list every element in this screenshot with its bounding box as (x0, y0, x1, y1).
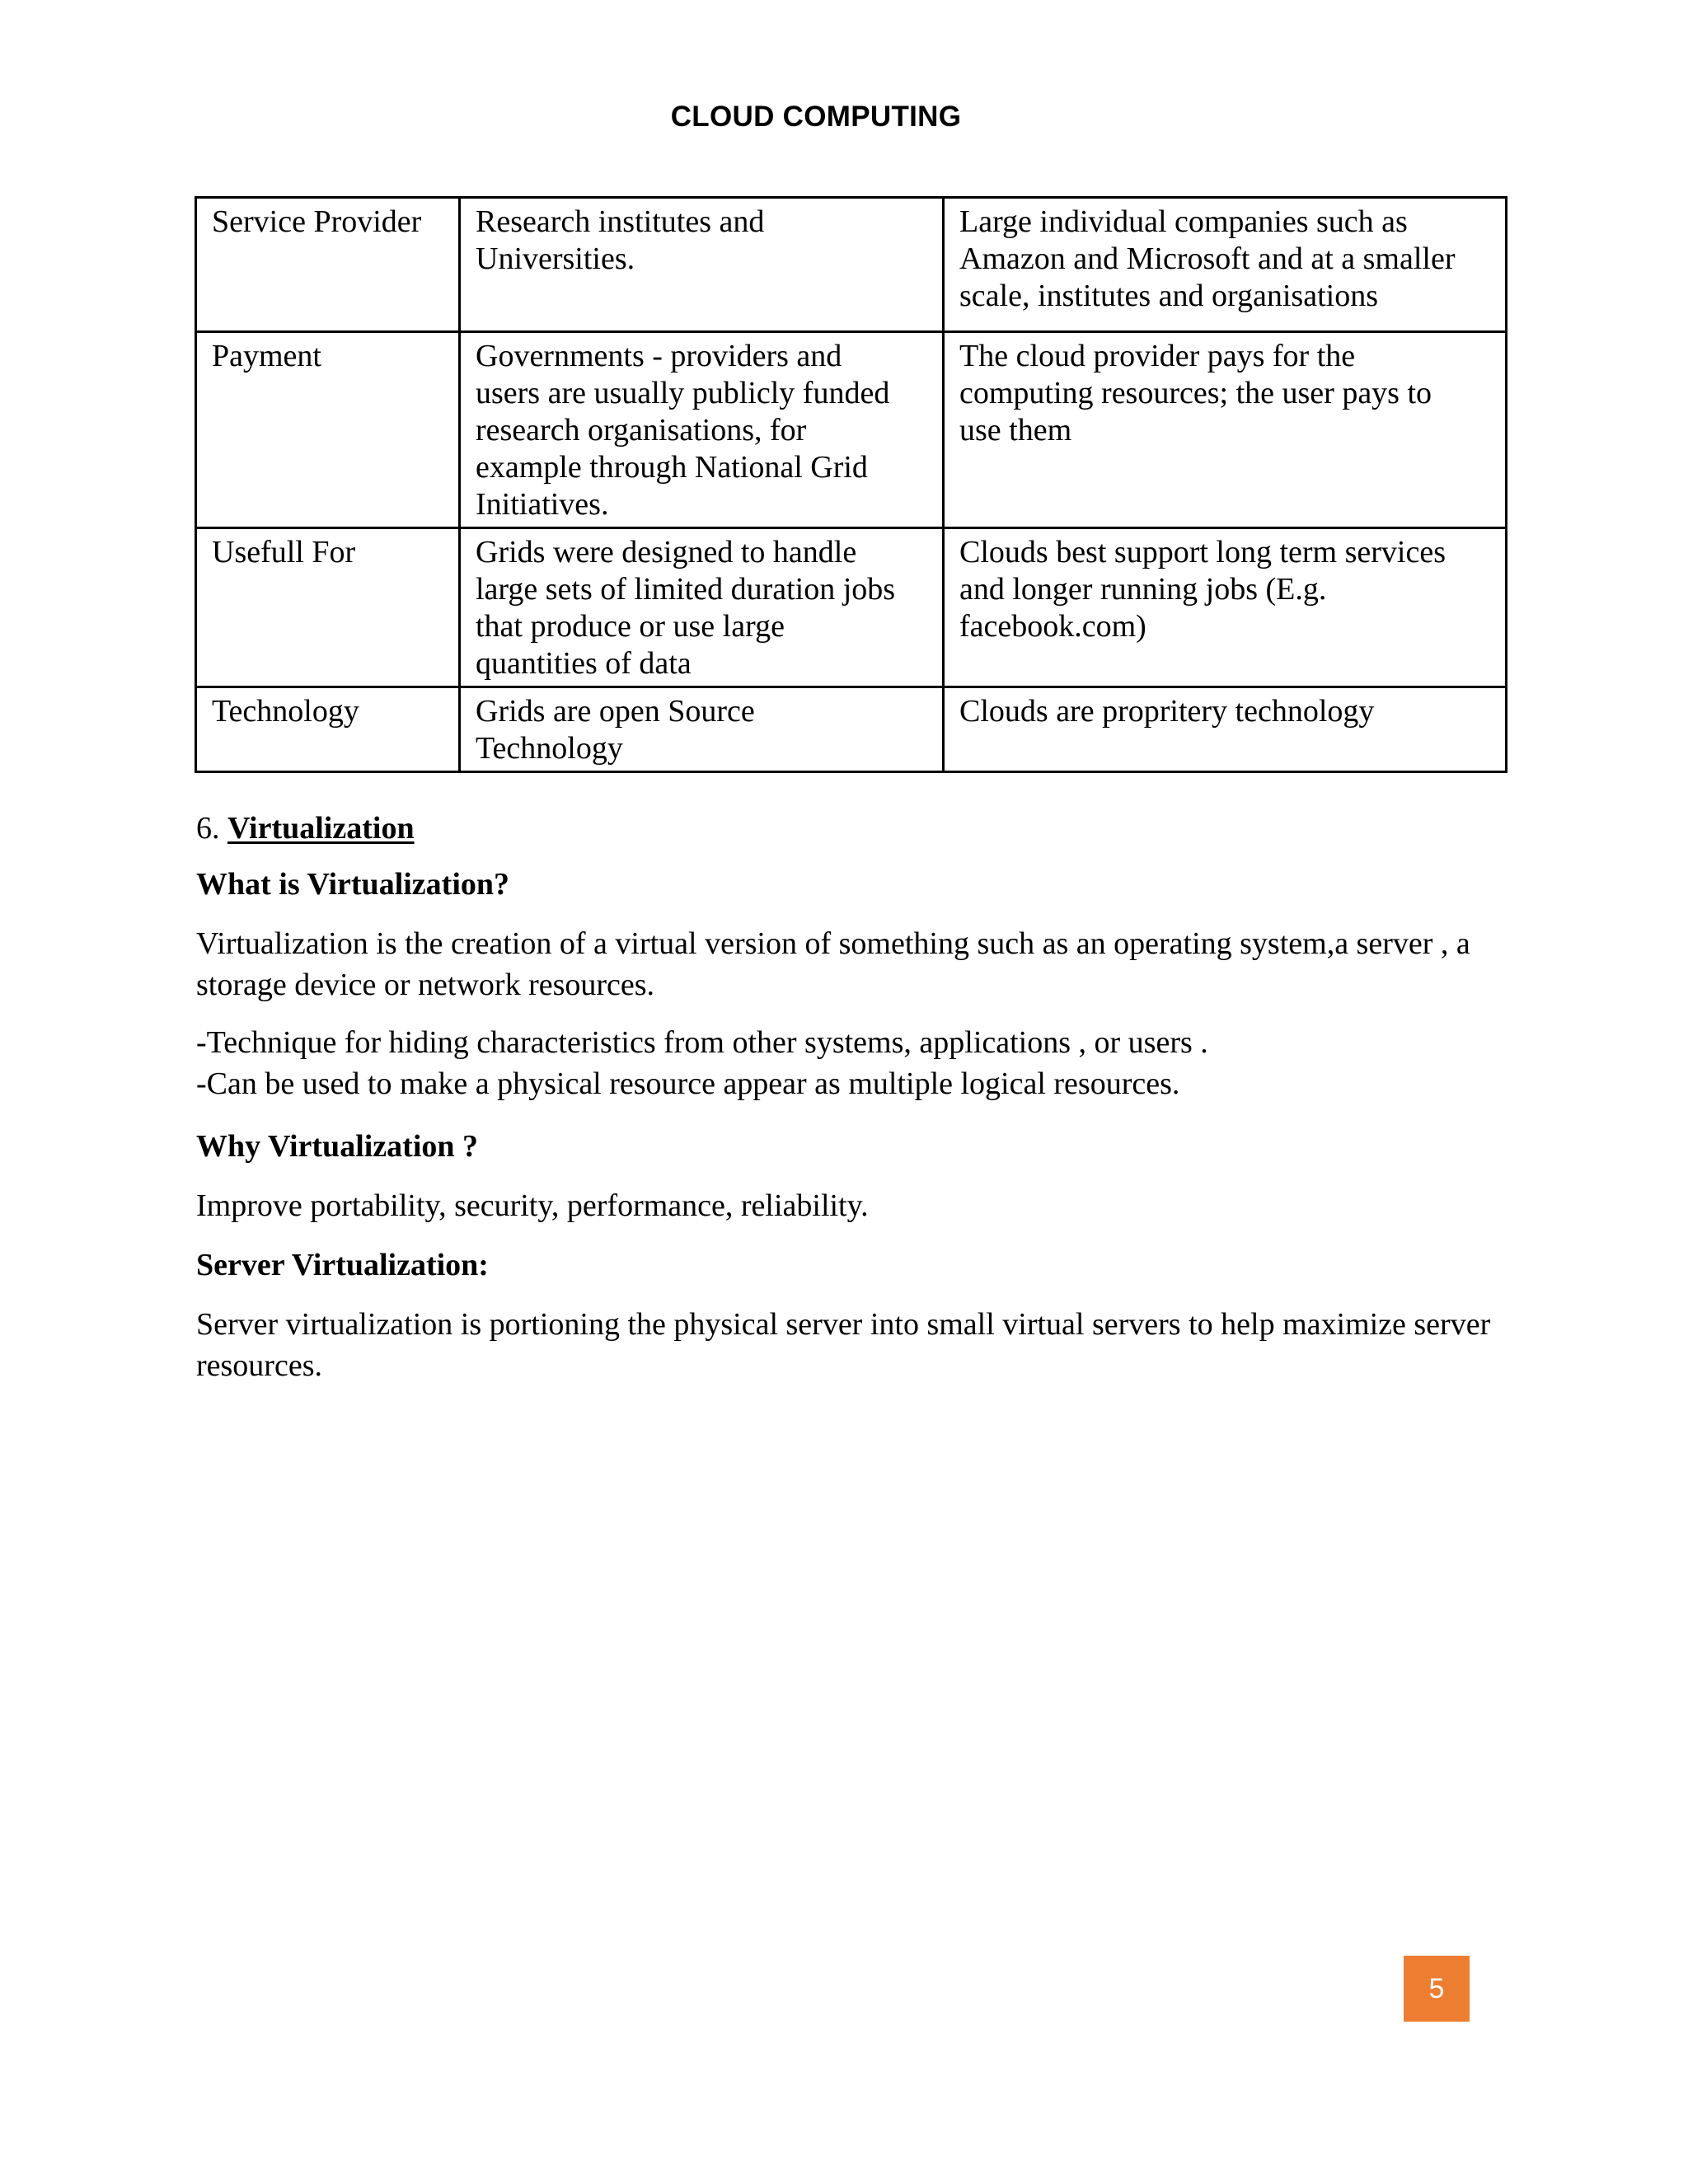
section-heading (196, 806, 1515, 851)
server-virtualization-heading: Server Virtualization: (196, 1248, 489, 1282)
question-why: Why Virtualization ? (196, 1129, 479, 1164)
page-number-badge: 5 (1404, 1956, 1470, 2022)
question-what-is: What is Virtualization? (196, 867, 510, 902)
grid-cell: Grids are open Source Technology (460, 687, 944, 772)
section-number: 6. (196, 811, 227, 846)
bullet-technique: -Technique for hiding characteristics from other systems, applications , or users . (196, 1025, 1208, 1060)
grid-cell: Research institutes and Universities. (460, 198, 944, 332)
page-header-title: CLOUD COMPUTING (670, 101, 962, 133)
table-row (196, 198, 1507, 332)
virtualization-section (196, 806, 1515, 1403)
row-label: Technology (196, 687, 460, 772)
why-paragraph: Improve portability, security, performance, reliability. (196, 1188, 869, 1223)
row-label: Payment (196, 332, 460, 528)
comparison-table (195, 196, 1507, 773)
cloud-cell: Clouds are propritery technology (944, 687, 1507, 772)
bullet-physical-resource: -Can be used to make a physical resource appear as multiple logical resources. (196, 1066, 1180, 1101)
definition-paragraph: Virtualization is the creation of a virtual version of something such as an operating system,a server , a storage device or network resources. (196, 926, 1470, 1002)
section-title: Virtualization (227, 811, 415, 846)
table-row (196, 528, 1507, 687)
grid-cell: Governments - providers and users are usually publicly funded research organisations, for example through National Grid Initiatives. (460, 332, 944, 528)
table-row (196, 332, 1507, 528)
cloud-cell: Clouds best support long term services and longer running jobs (E.g. facebook.com) (944, 528, 1507, 687)
grid-cell: Grids were designed to handle large sets of limited duration jobs that produce or use large quantities of data (460, 528, 944, 687)
table-row (196, 687, 1507, 772)
server-virtualization-paragraph: Server virtualization is portioning the physical server into small virtual servers to help maximize server resources. (196, 1307, 1491, 1383)
row-label: Service Provider (196, 198, 460, 332)
cloud-cell: Large individual companies such as Amazon and Microsoft and at a smaller scale, institutes and organisations (944, 198, 1507, 332)
row-label: Usefull For (196, 528, 460, 687)
cloud-cell: The cloud provider pays for the computing resources; the user pays to use them (944, 332, 1507, 528)
